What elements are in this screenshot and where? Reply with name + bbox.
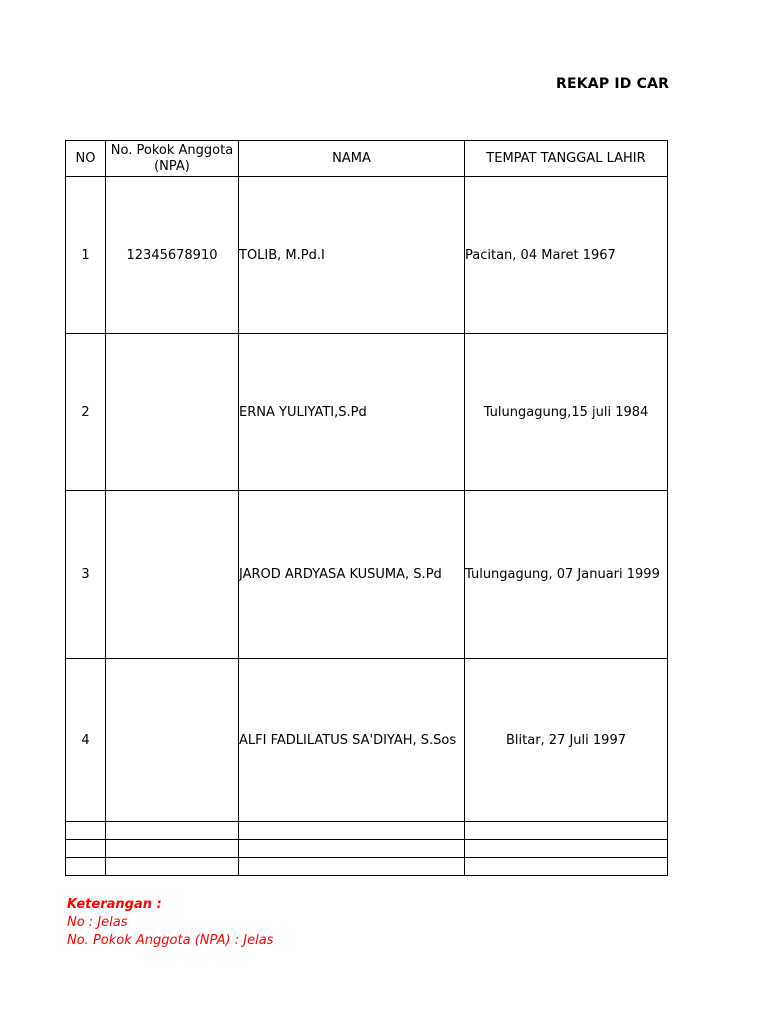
table-row [66, 177, 668, 334]
empty-cell [465, 840, 668, 858]
header-ttl: TEMPAT TANGGAL LAHIR [465, 141, 668, 177]
cell-nama: JAROD ARDYASA KUSUMA, S.Pd [239, 491, 465, 659]
header-nama: NAMA [239, 141, 465, 177]
empty-row [66, 822, 668, 840]
table-row [66, 334, 668, 491]
empty-cell [106, 858, 239, 876]
empty-cell [106, 840, 239, 858]
document-title: REKAP ID CAR [556, 76, 670, 92]
empty-cell [66, 858, 106, 876]
cell-no: 1 [66, 177, 106, 334]
cell-npa: 12345678910 [106, 177, 239, 334]
cell-no: 3 [66, 491, 106, 659]
empty-row [66, 858, 668, 876]
note-line: No : Jelas [67, 915, 128, 930]
empty-cell [66, 822, 106, 840]
cell-npa [106, 334, 239, 491]
cell-no: 2 [66, 334, 106, 491]
cell-nama: TOLIB, M.Pd.I [239, 177, 465, 334]
notes-title: Keterangan : [67, 897, 162, 912]
header-npa: No. Pokok Anggota (NPA) [106, 141, 239, 177]
empty-cell [106, 822, 239, 840]
cell-ttl: Tulungagung, 07 Januari 1999 [465, 491, 668, 659]
header-no: NO [66, 141, 106, 177]
rekap-table [65, 140, 668, 876]
cell-no: 4 [66, 659, 106, 822]
empty-row [66, 840, 668, 858]
table-row [66, 659, 668, 822]
table-header-row [66, 141, 668, 177]
empty-cell [239, 822, 465, 840]
cell-npa [106, 491, 239, 659]
empty-cell [465, 858, 668, 876]
cell-nama: ALFI FADLILATUS SA'DIYAH, S.Sos [239, 659, 465, 822]
empty-cell [465, 822, 668, 840]
empty-cell [239, 858, 465, 876]
note-line: No. Pokok Anggota (NPA) : Jelas [67, 933, 274, 948]
cell-nama: ERNA YULIYATI,S.Pd [239, 334, 465, 491]
table-row [66, 491, 668, 659]
empty-cell [66, 840, 106, 858]
empty-cell [239, 840, 465, 858]
cell-ttl: Pacitan, 04 Maret 1967 [465, 177, 668, 334]
cell-ttl: Blitar, 27 Juli 1997 [465, 659, 668, 822]
cell-npa [106, 659, 239, 822]
cell-ttl: Tulungagung,15 juli 1984 [465, 334, 668, 491]
